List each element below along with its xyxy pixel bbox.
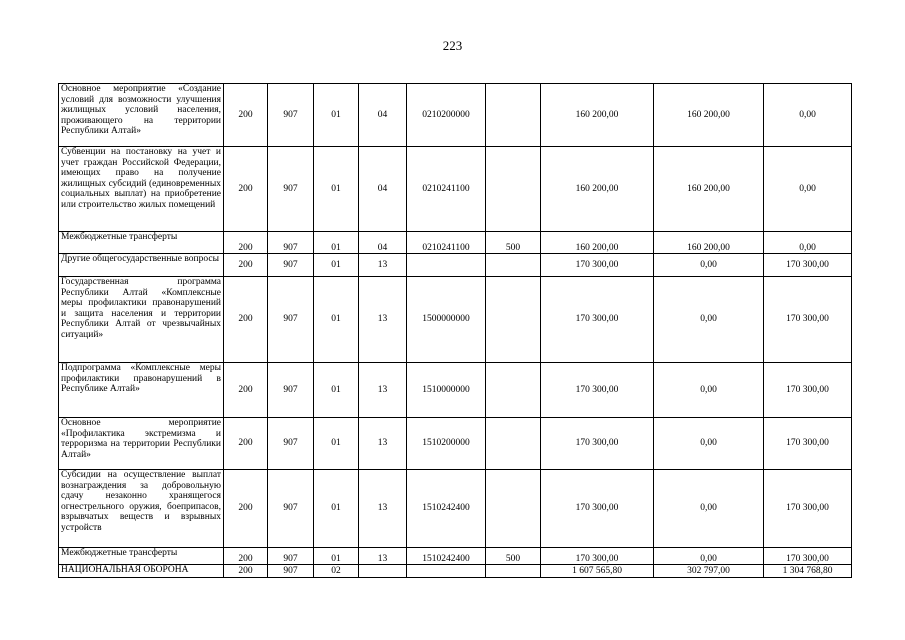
cell-c2: 907 [268, 84, 314, 147]
cell-c1: 200 [224, 277, 268, 363]
cell-c1: 200 [224, 254, 268, 277]
table-row [59, 565, 852, 578]
cell-c5: 0210200000 [407, 84, 486, 147]
cell-v3: 170 300,00 [764, 470, 852, 548]
cell-v2: 0,00 [654, 470, 764, 548]
row-name: Подпрограмма «Комплексные меры профилактики правонарушений в Республике Алтай» [59, 363, 224, 418]
cell-c4: 04 [359, 84, 407, 147]
cell-v2: 0,00 [654, 363, 764, 418]
cell-v1: 170 300,00 [541, 418, 654, 470]
cell-c5: 0210241100 [407, 147, 486, 232]
cell-c2: 907 [268, 277, 314, 363]
cell-c5: 1500000000 [407, 277, 486, 363]
cell-c4: 04 [359, 147, 407, 232]
cell-c5: 0210241100 [407, 232, 486, 254]
budget-table [58, 83, 852, 578]
cell-c1: 200 [224, 470, 268, 548]
cell-v3: 170 300,00 [764, 277, 852, 363]
cell-c4: 13 [359, 548, 407, 565]
cell-v1: 170 300,00 [541, 363, 654, 418]
row-name: Другие общегосударственные вопросы [59, 254, 224, 277]
cell-v3: 170 300,00 [764, 254, 852, 277]
cell-c3: 01 [314, 363, 359, 418]
cell-v2: 0,00 [654, 254, 764, 277]
cell-c2: 907 [268, 254, 314, 277]
cell-c4: 04 [359, 232, 407, 254]
cell-v2: 0,00 [654, 418, 764, 470]
cell-c2: 907 [268, 565, 314, 578]
cell-c3: 01 [314, 548, 359, 565]
cell-c4: 13 [359, 418, 407, 470]
cell-c4: 13 [359, 363, 407, 418]
row-name: Основное мероприятие «Профилактика экстремизма и терроризма на территории Республики Алтай» [59, 418, 224, 470]
cell-c5: 1510200000 [407, 418, 486, 470]
table-row [59, 470, 852, 548]
cell-c6: 500 [486, 548, 541, 565]
cell-c6 [486, 418, 541, 470]
cell-v1: 170 300,00 [541, 470, 654, 548]
cell-c3: 01 [314, 418, 359, 470]
row-name: НАЦИОНАЛЬНАЯ ОБОРОНА [59, 565, 224, 578]
cell-c4 [359, 565, 407, 578]
cell-c6 [486, 84, 541, 147]
cell-v3: 170 300,00 [764, 548, 852, 565]
row-name: Межбюджетные трансферты [59, 232, 224, 254]
table-row [59, 277, 852, 363]
cell-c3: 01 [314, 84, 359, 147]
cell-v3: 0,00 [764, 84, 852, 147]
cell-c2: 907 [268, 363, 314, 418]
cell-v1: 160 200,00 [541, 84, 654, 147]
row-name: Межбюджетные трансферты [59, 548, 224, 565]
cell-c5: 1510000000 [407, 363, 486, 418]
table-row [59, 232, 852, 254]
cell-c5 [407, 254, 486, 277]
cell-c1: 200 [224, 418, 268, 470]
cell-v3: 170 300,00 [764, 363, 852, 418]
cell-c6 [486, 565, 541, 578]
cell-v1: 1 607 565,80 [541, 565, 654, 578]
cell-v2: 0,00 [654, 548, 764, 565]
cell-v3: 0,00 [764, 147, 852, 232]
cell-c1: 200 [224, 548, 268, 565]
cell-c6 [486, 147, 541, 232]
row-name: Субсидии на осуществление выплат вознаграждения за добровольную сдачу незаконно хранящегося огнестрельного оружия, боеприпасов, взрывчатых веществ и взрывных устройств [59, 470, 224, 548]
cell-v3: 0,00 [764, 232, 852, 254]
row-name: Субвенции на постановку на учет и учет граждан Российской Федерации, имеющих право на получение жилищных субсидий (единовременных социальных выплат) на приобретение или строительство жилых помещений [59, 147, 224, 232]
cell-v2: 160 200,00 [654, 147, 764, 232]
cell-v2: 160 200,00 [654, 232, 764, 254]
cell-v1: 160 200,00 [541, 147, 654, 232]
cell-c6: 500 [486, 232, 541, 254]
table-row [59, 84, 852, 147]
row-name: Государственная программа Республики Алтай «Комплексные меры профилактики правонарушений и защита населения и территории Республики Алтай от чрезвычайных ситуаций» [59, 277, 224, 363]
cell-c3: 01 [314, 147, 359, 232]
cell-v1: 170 300,00 [541, 254, 654, 277]
cell-c4: 13 [359, 254, 407, 277]
cell-c6 [486, 470, 541, 548]
cell-c4: 13 [359, 277, 407, 363]
cell-v3: 1 304 768,80 [764, 565, 852, 578]
table-row [59, 254, 852, 277]
cell-c6 [486, 277, 541, 363]
cell-c3: 01 [314, 277, 359, 363]
table-row [59, 418, 852, 470]
cell-c1: 200 [224, 363, 268, 418]
table-row [59, 363, 852, 418]
cell-c3: 01 [314, 232, 359, 254]
cell-c1: 200 [224, 147, 268, 232]
cell-c6 [486, 363, 541, 418]
row-name: Основное мероприятие «Создание условий для возможности улучшения жилищных условий населения, проживающего на территории Республики Алтай» [59, 84, 224, 147]
cell-v2: 160 200,00 [654, 84, 764, 147]
cell-c4: 13 [359, 470, 407, 548]
cell-c6 [486, 254, 541, 277]
cell-c2: 907 [268, 470, 314, 548]
cell-c5 [407, 565, 486, 578]
cell-c1: 200 [224, 232, 268, 254]
cell-v1: 160 200,00 [541, 232, 654, 254]
cell-c2: 907 [268, 147, 314, 232]
cell-c5: 1510242400 [407, 470, 486, 548]
cell-c1: 200 [224, 565, 268, 578]
cell-v2: 302 797,00 [654, 565, 764, 578]
cell-c3: 02 [314, 565, 359, 578]
cell-v3: 170 300,00 [764, 418, 852, 470]
cell-c2: 907 [268, 232, 314, 254]
cell-c5: 1510242400 [407, 548, 486, 565]
cell-c2: 907 [268, 548, 314, 565]
cell-v1: 170 300,00 [541, 548, 654, 565]
table-row [59, 548, 852, 565]
page-number: 223 [442, 38, 463, 53]
table-row [59, 147, 852, 232]
cell-v1: 170 300,00 [541, 277, 654, 363]
cell-c2: 907 [268, 418, 314, 470]
cell-c1: 200 [224, 84, 268, 147]
cell-c3: 01 [314, 470, 359, 548]
cell-c3: 01 [314, 254, 359, 277]
cell-v2: 0,00 [654, 277, 764, 363]
